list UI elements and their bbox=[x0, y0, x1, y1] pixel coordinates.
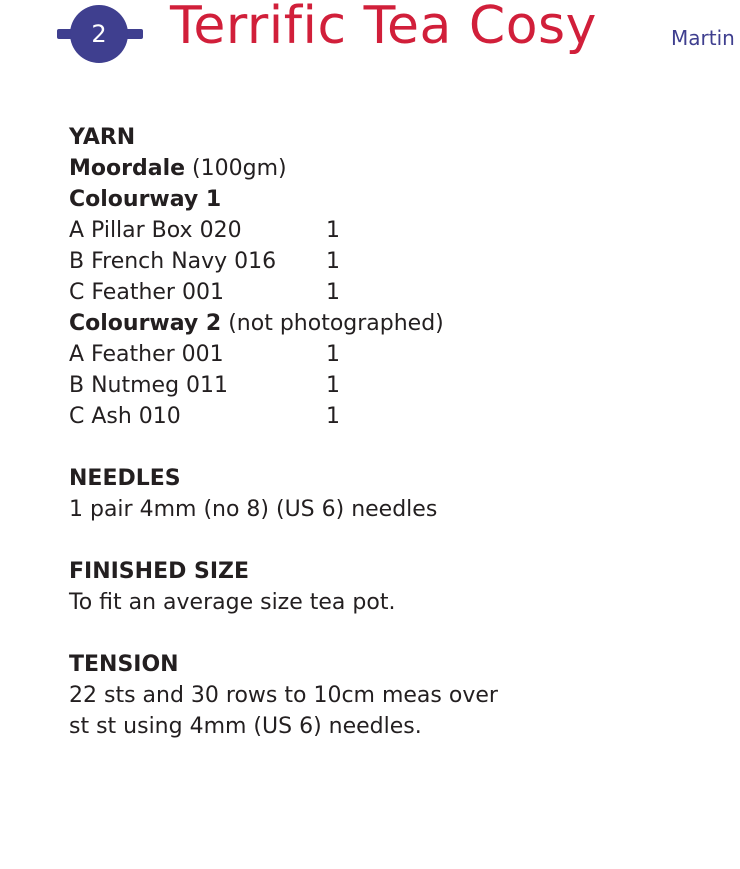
yarn-quantity: 1 bbox=[326, 218, 340, 243]
yarn-quantity: 1 bbox=[326, 404, 340, 429]
section-spacer bbox=[69, 618, 709, 649]
tension-heading: TENSION bbox=[69, 652, 179, 677]
yarn-quantity: 1 bbox=[326, 342, 340, 367]
yarn-colour-name: B French Navy 016 bbox=[69, 249, 277, 274]
yarn-list-item bbox=[69, 401, 709, 432]
tension-text-line-1: 22 sts and 30 rows to 10cm meas over bbox=[69, 683, 498, 708]
page-header bbox=[0, 0, 740, 80]
tension-text-line-2: st st using 4mm (US 6) needles. bbox=[69, 714, 422, 739]
yarn-brand-detail: (100gm) bbox=[185, 156, 287, 181]
colourway2-line bbox=[69, 308, 709, 339]
yarn-heading: YARN bbox=[69, 125, 136, 150]
pattern-title: Terrific Tea Cosy bbox=[170, 0, 597, 56]
yarn-list-item bbox=[69, 246, 709, 277]
yarn-colour-name: A Feather 001 bbox=[69, 342, 224, 367]
yarn-quantity: 1 bbox=[326, 280, 340, 305]
finished-size-text: To fit an average size tea pot. bbox=[69, 590, 396, 615]
section-spacer bbox=[69, 525, 709, 556]
yarn-list-item bbox=[69, 370, 709, 401]
pattern-number-badge: 2 bbox=[70, 5, 128, 63]
yarn-colour-name: C Ash 010 bbox=[69, 404, 181, 429]
needles-text: 1 pair 4mm (no 8) (US 6) needles bbox=[69, 497, 438, 522]
yarn-list-item bbox=[69, 339, 709, 370]
yarn-quantity: 1 bbox=[326, 249, 340, 274]
section-spacer bbox=[69, 432, 709, 463]
finished-size-heading: FINISHED SIZE bbox=[69, 559, 250, 584]
yarn-colour-name: B Nutmeg 011 bbox=[69, 373, 229, 398]
colourway2-note: (not photographed) bbox=[221, 311, 444, 336]
pattern-details bbox=[69, 122, 709, 742]
yarn-brand: Moordale bbox=[69, 156, 186, 181]
designer-name: Martin bbox=[671, 26, 735, 50]
yarn-colour-name: A Pillar Box 020 bbox=[69, 218, 242, 243]
yarn-list-item bbox=[69, 215, 709, 246]
yarn-brand-line bbox=[69, 153, 709, 184]
yarn-colour-name: C Feather 001 bbox=[69, 280, 224, 305]
colourway2-label: Colourway 2 bbox=[69, 311, 222, 336]
colourway1-label: Colourway 1 bbox=[69, 187, 222, 212]
yarn-quantity: 1 bbox=[326, 373, 340, 398]
needles-heading: NEEDLES bbox=[69, 466, 181, 491]
yarn-list-item bbox=[69, 277, 709, 308]
